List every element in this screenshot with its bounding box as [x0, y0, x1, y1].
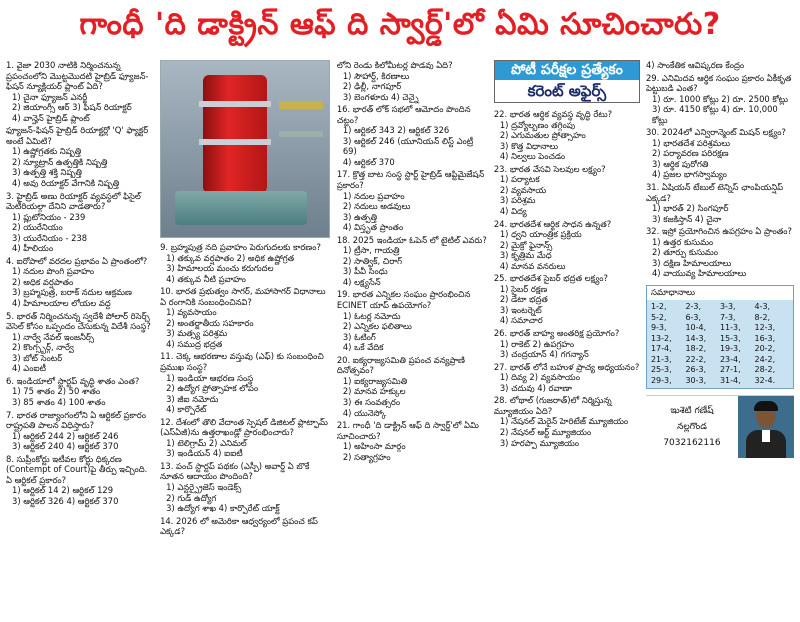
column-2-questions	[160, 242, 331, 539]
avatar-hair	[754, 401, 778, 411]
question-option: 4) ప్రజల భాగస్వామ్యం	[651, 169, 727, 180]
question-stem: 19. భారత ఎన్నికల సంఘం ప్రారంభించిన ECINET యాప్ ఉపయోగం?	[336, 289, 471, 311]
question-stem: 21. గాంధీ 'ది డాక్ట్రిన్ ఆఫ్ ది స్వార్డ్'లో ఏమి సూచించారు?	[336, 420, 479, 441]
question-stem: 8. సుప్రీంకోర్టు ఇటీవల కోర్టు ధిక్కరణ (Contempt of Court)పై తీర్పు ఇచ్చింది. ఏ ఆర్టికల్ ప్రకారం?	[6, 453, 148, 485]
answer-item: 19-3,	[719, 344, 741, 354]
question-item	[337, 355, 488, 418]
question-option: 3) ఉత్పత్తి	[342, 211, 378, 222]
question-option: 3) ఇండియన్ 4) ఐఐటీ	[166, 448, 243, 459]
question-stem: 27. భారత్ లోనే బహుళ ప్రాచ్య అధ్యయనం?	[493, 361, 640, 372]
question-option: 3) కృత్రిమ మేధ	[499, 250, 552, 261]
question-stem: 25. భారతదేశ సైబర్ భద్రత లక్ష్యం?	[493, 273, 608, 284]
answer-item: 23-4,	[719, 354, 741, 364]
question-option: 1) పర్యాటక	[499, 174, 540, 185]
question-option: 1) టెలిగ్రామ్ 2) ఎనిమల్	[166, 437, 247, 448]
question-item	[6, 410, 154, 452]
question-option: 3) ఆర్టికల్ 326 4) ఆర్టికల్ 370	[12, 495, 119, 506]
question-option: 1) నేషనల్ మెరైన్ హెరిటేజ్ మ్యూజియం	[499, 416, 629, 427]
question-option: 1) ఉష్ణోగ్రతకు నిష్పత్తి	[12, 146, 82, 157]
question-item	[160, 461, 331, 514]
banner-line-1: పోటీ పరీక్షల ప్రత్యేకం	[495, 61, 639, 80]
column-1	[6, 60, 154, 618]
pipe	[279, 101, 323, 109]
section-banner	[494, 60, 640, 103]
question-option: 1) రూ. 1000 కోట్లు 2) రూ. 2500 కోట్లు	[651, 93, 788, 104]
question-option: 1) దివ్య 2) వ్యవసాయం	[499, 372, 580, 383]
question-stem: 29. ఎనిమిదవ ఆర్థిక సంఘం ప్రకారం ఏకీకృత పెట్టుబడి ఎంత?	[645, 72, 792, 94]
question-item	[6, 60, 154, 123]
answers-grid	[647, 300, 793, 388]
question-option: 2) తూర్పు కుసుమం	[651, 247, 719, 258]
answer-item: 20-2,	[754, 344, 776, 354]
answer-item: 31-4,	[719, 375, 741, 385]
answer-item: 28-2,	[754, 365, 776, 375]
question-option: 3) చదువు 4) రవాణా	[499, 382, 573, 393]
question-option: 3) పరిశ్రమ	[499, 195, 536, 206]
question-stem: 26. భారత్ బాహ్య అంతరిక్ష ప్రయోగం?	[493, 328, 620, 339]
question-stem: 10. భారత ప్రభుత్వం సాగర్, మహాసాగర్ విధానాలు ఏ రంగానికి సంబంధించినవి?	[160, 286, 326, 307]
banner-line-2: కరెంట్ అఫైర్స్	[527, 81, 607, 100]
question-option: 2) అధిక వర్షపాతం	[12, 276, 74, 287]
question-item	[337, 289, 488, 352]
question-option: 1) ఉత్తర కుసుమం	[651, 236, 714, 247]
question-option: 4) ఒకే వేదిక	[342, 342, 384, 353]
question-stem: 5. భారత్ నిర్మించనున్న స్వదేశీ పోలార్ రిసెర్చ్ వెసెల్ కోసం ఒప్పందం చేసుకున్న విదేశీ సంస్థ?	[6, 310, 151, 332]
question-option: 1) భారత్ 2) సింగపూర్	[651, 203, 729, 214]
question-stem: 31. ఏషియన్ టేబుల్ టెన్నిస్ ఛాంపియన్షిప్ ఎక్కడ?	[645, 182, 784, 203]
question-stem: 32. ఇస్రో ప్రయోగించిన ఉపగ్రహం ఏ ప్రాంతం?	[645, 226, 792, 237]
question-option: 1) ఓటర్ల నమోదు	[342, 310, 401, 321]
question-option: 4) యునెస్కో	[342, 407, 387, 418]
question-option: 1) భారతదేశ పరిశ్రమలు	[651, 137, 731, 148]
question-stem: 22. భారత ఆర్థిక వ్యవస్థ వృద్ధి రేటు?	[493, 109, 613, 120]
answer-item: 5-2,	[650, 312, 667, 322]
question-stem: 14. 2026 లో అమెరికా ఆధ్వర్యంలో ప్రపంచ కప్ ఎక్కడ?	[160, 515, 318, 537]
question-option: 2) వ్యవసాయ	[499, 184, 547, 195]
answer-item: 8-2,	[754, 312, 771, 322]
question-item	[494, 395, 640, 448]
question-item	[160, 417, 331, 459]
question-option: 1) ఆర్టికల్ 14 2) ఆర్టికల్ 129	[12, 485, 114, 496]
question-stem: 11. చెక్క ఆభరణాల వస్తువు (ఎఫ్) కు సంబంధించి ప్రముఖ సంస్థ?	[160, 351, 324, 373]
question-item	[494, 164, 640, 217]
question-option: 1) ప్లుటోనియం - 239	[12, 211, 86, 222]
question-option: 4) అవు రియాక్టర్ వేగానికి నిష్పత్తి	[12, 178, 120, 189]
question-option: 2) యురేనియం	[12, 222, 63, 233]
question-stem: 4) సాంకేతిక ఆవిష్కరణ కేంద్రం	[645, 60, 745, 70]
answer-item: 26-3,	[685, 365, 707, 375]
answer-item: 3-3,	[719, 302, 736, 312]
question-option: 3) బోట్ సెంటర్	[12, 352, 63, 363]
question-option: 4) ఎంఐటీ	[12, 363, 47, 374]
question-option: 1) ఎన్టర్ప్రైజెస్ ఇండెక్స్	[166, 482, 242, 493]
answer-item: 15-3,	[719, 333, 741, 343]
answer-item: 30-3,	[685, 375, 707, 385]
column-3	[337, 60, 488, 618]
question-item	[6, 376, 154, 408]
question-item	[494, 273, 640, 326]
author-photo	[738, 396, 794, 458]
question-option: 4) తక్కువ నీటి ప్రవాహం	[166, 273, 246, 284]
question-option: 1) చైనా ఫ్యూజన్ ఎనర్జీ	[12, 91, 88, 102]
question-option: 1) సైబర్ రక్షణ	[499, 283, 548, 294]
question-option: 2) మానవ హక్కుల	[342, 386, 406, 397]
pipe	[279, 131, 323, 137]
question-option: 3) హరప్పా మ్యూజియం	[499, 437, 580, 448]
question-item	[337, 104, 488, 167]
question-option: 3) రూ. 4150 కోట్లు 4) రూ. 10,000 కోట్లు	[651, 104, 778, 125]
question-item	[646, 73, 794, 126]
content-columns	[6, 60, 794, 618]
vessel-band	[199, 101, 271, 107]
question-item	[494, 362, 640, 394]
question-stem: 24. భారతదేశ ఆర్థిక సాధన ఉన్నత?	[493, 218, 612, 229]
question-item	[337, 169, 488, 232]
question-item	[646, 226, 794, 279]
question-item	[6, 191, 154, 254]
question-item	[337, 235, 488, 288]
question-option: 4) వాన్హెన్ హైబ్రిడ్ ప్లాంట్	[12, 112, 90, 123]
reactor-photo	[160, 60, 330, 238]
question-option: 3) 85 శాతం 4) 100 శాతం	[12, 396, 106, 407]
answer-item: 16-3,	[754, 333, 776, 343]
question-option: 1) ట్రీసా, గాయత్రి	[342, 245, 400, 256]
answer-item: 25-3,	[650, 365, 672, 375]
question-option: 3) కొత్త విధానాలు	[499, 140, 559, 151]
red-reactor-vessel	[203, 75, 267, 193]
author-name: ఇుశెటి గణేష్	[670, 406, 714, 417]
question-option: 4) సమాచార	[499, 315, 543, 326]
question-option: 2) నదులు అడవులు	[342, 201, 411, 212]
question-option: 4) విస్తృత ప్రాంతం	[342, 222, 404, 233]
question-option: 3) దక్షిణ హిమాలయాలు	[651, 257, 732, 268]
question-option: 3) ఆర్టికల్ 240 4) ఆర్టికల్ 370	[12, 441, 119, 452]
question-stem: 23. భారత వేసవి సెలవుల లక్ష్యం?	[493, 163, 606, 174]
question-option: 2) నేషనల్ ఆర్ట్ మ్యూజియం	[499, 426, 592, 437]
question-stem: 7. భారత రాజ్యాంగంలోని ఏ ఆర్టికల్ ప్రకారం రాష్ట్రపతి పాలన విధిస్తారు?	[6, 409, 147, 431]
answer-item: 32-4.	[754, 375, 776, 385]
reactor-base	[175, 191, 307, 225]
question-option: 3) ఉద్యోగ శాఖ 4) కార్పొరేట్ యాక్ట్	[166, 503, 280, 514]
question-item	[646, 127, 794, 180]
question-item	[494, 328, 640, 360]
question-option: 1) ధ్వని యాంత్రిక ప్రక్రియ	[499, 229, 582, 240]
question-stem: 3. హైబ్రిడ్ అణు రియాక్టర్ వ్యవస్థలో ఫిసైల్ మెటీరియల్గా దేనిని వాడతారు?	[6, 190, 141, 212]
question-option: 2) కొంగ్స్బర్గ్, నార్వే	[12, 342, 74, 353]
question-option: 2) డేటా భద్రత	[499, 294, 548, 305]
answer-item: 18-2,	[685, 344, 707, 354]
question-option: 4) నిల్వలు పెంచడం	[499, 151, 566, 162]
answers-title: సమాధానాలు	[647, 286, 793, 301]
answer-item: 1-2,	[650, 302, 667, 312]
answer-item: 24-2,	[754, 354, 776, 364]
column-4	[494, 60, 640, 618]
author-text	[646, 403, 738, 451]
question-option: 2) న్యూట్రాన్ ఉత్పత్తికి నిష్పత్తి	[12, 156, 108, 167]
question-stem: ఫ్యూజన్-ఫిషన్ హైబ్రిడ్ రియాక్టర్లో 'Q' ఫ్యాక్టర్ అంటే ఏమిటి?	[6, 125, 149, 146]
question-option: 4) వాయువ్య హిమాలయాలు	[651, 268, 747, 279]
column-5-questions	[646, 60, 794, 281]
question-option: 4) కార్పొరేట్	[166, 404, 207, 415]
question-option: 1) సౌహార్ద్, కిరణాలు	[342, 70, 410, 81]
question-option: 3) బెంగళూరు 4) చెన్నై	[342, 91, 419, 102]
question-item	[6, 125, 154, 188]
question-option: 2) ఎగుమతుల ప్రోత్సాహం	[499, 130, 586, 141]
question-option: 1) తక్కువ వర్షపాతం 2) అధిక ఉష్ణోగ్రత	[166, 252, 295, 263]
question-option: 4) ఆర్టికల్ 370	[342, 156, 395, 167]
author-box	[646, 395, 794, 458]
question-option: 3) ఇంటర్నెట్	[499, 304, 542, 315]
question-stem: 4. ఐరోపాలో వరదల ప్రభావం ఏ ప్రాంతంలో?	[6, 255, 148, 266]
vessel-band	[199, 139, 271, 145]
question-option: 1) ఐక్యరాజ్యసమితి	[342, 375, 408, 386]
answer-item: 17-4,	[650, 344, 672, 354]
question-option: 3) ఆర్టికల్ 246 (యూనియన్ లిస్ట్ ఎంట్రీ 69)	[342, 135, 474, 157]
question-option: 4) మానవ వనరులు	[499, 260, 566, 271]
page-headline: గాంధీ 'ది డాక్ట్రిన్ ఆఫ్ ది స్వార్డ్'లో ఏమి సూచించారు?	[79, 7, 721, 42]
question-option: 1) వ్యవసాయం	[166, 307, 217, 318]
answer-item: 6-3,	[685, 312, 702, 322]
question-option: 3) మత్స్య పరిశ్రమ	[166, 328, 228, 339]
question-option: 2) ఉద్యోగ ప్రోత్సాహక లోపం	[166, 383, 259, 394]
question-option: 2) అంతర్జాతీయ సహకారం	[166, 317, 254, 328]
question-option: 2) ఎన్నికల ఫలితాలు	[342, 321, 412, 332]
question-item	[494, 219, 640, 272]
question-stem: 16. భారత్ లోక్ సభలో ఆమోదం పొందిన చట్టం?	[336, 104, 471, 125]
answer-item: 4-3,	[754, 302, 771, 312]
question-stem: 12. దేశంలో తొలి వేదాంత స్పెషల్ డిజిటల్ ప్లాట్ఫామ్ (ఎస్ఏజీ)ను ఉత్తరాఖండ్లో ప్రారంభించారు?	[160, 416, 328, 438]
question-option: 1) రాకెట్ 2) ఉపగ్రహం	[499, 338, 575, 349]
question-option: 2) గుడ్ ఉద్యోగ	[166, 492, 217, 503]
answer-item: 22-2,	[685, 354, 707, 364]
question-stem: 13. పంచ్ స్టార్టప్ పథకం (ఎస్పీ) అవార్డ్ ఏ బొకే నూతన ఆదాయం పొందింది?	[160, 460, 310, 482]
question-option: 1) 75 శాతం 2) 50 శాతం	[12, 386, 101, 397]
question-stem: 6. ఇండియాలో స్టార్టప్ వృద్ధి శాతం ఎంత?	[6, 375, 140, 386]
question-option: 2) ఢిల్లీ, నాగపూర్	[342, 81, 402, 92]
column-4-questions	[494, 109, 640, 450]
answer-item: 2-3,	[685, 302, 702, 312]
question-option: 2) జియాంగ్సీ ఆర్ 3) ఫిషన్ రియాక్టర్	[12, 102, 132, 113]
question-option: 4) సముద్ర భద్రత	[166, 338, 223, 349]
question-option: 1) ఆర్టికల్ 343 2) ఆర్టికల్ 326	[342, 125, 450, 136]
avatar-collar	[762, 430, 770, 442]
answer-item: 7-3,	[719, 312, 736, 322]
question-option: 1) ద్రవ్యోల్బణం తగ్గింపు	[499, 119, 576, 130]
question-option: 2) మైక్రో ఫైనాన్స్	[499, 239, 553, 250]
question-option: 3) పీవీ సింధు	[342, 266, 388, 277]
author-place: నల్లగొండ	[677, 422, 707, 433]
answers-box	[646, 285, 794, 390]
question-option: 3) ఓటింగ్	[342, 331, 376, 342]
question-option: 1) ఆర్టికల్ 244 2) ఆర్టికల్ 246	[12, 430, 119, 441]
question-option: 4) విద్య	[499, 206, 527, 217]
question-stem: 1. వైజా 2030 నాటికి నిర్మించనున్న ప్రపంచంలోని మొట్టమొదటి హైబ్రిడ్ ఫ్యూజన్-ఫిషన్ న్యూక్లియర్ ప్లాంట్ ఏది?	[6, 60, 149, 92]
question-item	[6, 311, 154, 374]
question-option: 3) బ్రహ్మపుత్ర, బరాక్ నదుల ఆక్రమణ	[12, 287, 132, 298]
question-item	[646, 60, 794, 71]
question-item	[337, 60, 488, 102]
question-option: 2) పర్యావరణ పరిరక్షణ	[651, 148, 729, 159]
answer-item: 12-3,	[754, 323, 776, 333]
column-2	[160, 60, 331, 618]
author-phone: 7032162116	[663, 438, 721, 449]
question-option: 4) లక్ష్యసేన్	[342, 276, 381, 287]
question-item	[6, 454, 154, 507]
column-5	[646, 60, 794, 618]
answer-item: 11-3,	[719, 323, 741, 333]
question-option: 1) నదుల ప్రవాహం	[342, 190, 405, 201]
question-item	[494, 109, 640, 162]
question-item	[160, 351, 331, 414]
question-item	[646, 182, 794, 224]
question-option: 4) హిమాలయాల లోయల వద్ద	[12, 298, 111, 309]
question-stem: 28. లోథాల్ (గుజరాత్)లో నిర్మిస్తున్న మ్యూజియం ఏది?	[493, 395, 612, 416]
question-option: 3) యురేనియం - 238	[12, 232, 88, 243]
answer-item: 27-1,	[719, 365, 741, 375]
answer-item: 13-2,	[650, 333, 672, 343]
answer-item: 9-3,	[650, 323, 667, 333]
question-option: 3) ఉత్పత్తి శక్తి నిష్పత్తి	[12, 167, 82, 178]
question-option: 1) నార్వే నేవల్ ఇంజనీర్స్	[12, 331, 95, 342]
question-option: 2) సాత్విక్, చిరాగ్	[342, 255, 402, 266]
question-option: 2) సత్యాగ్రహం	[342, 451, 391, 462]
question-option: 4) హీలియం	[12, 243, 54, 254]
question-item	[337, 420, 488, 462]
question-item	[160, 516, 331, 537]
question-option: 1) నదుల పొంగి ప్రవాహం	[12, 266, 95, 277]
question-item	[160, 286, 331, 349]
question-option: 3) ఈ సంవత్సరం	[342, 396, 401, 407]
question-stem: 9. బ్రహ్మపుత్ర నది ప్రవాహం పెరుగుదలకు కారణం?	[160, 242, 321, 252]
answer-item: 21-3,	[650, 354, 672, 364]
answer-item: 14-3,	[685, 333, 707, 343]
question-option: 3) కజకిస్తాన్ 4) చైనా	[651, 213, 722, 224]
question-stem: లోని రెండు కిలోమీటర్ల పొడవు ఏది?	[336, 60, 453, 70]
answer-item: 10-4,	[685, 323, 707, 333]
question-stem: 18. 2025 ఇండియా ఓపెన్ లో టైటిల్ ఎవరు?	[336, 234, 487, 245]
question-stem: 30. 2024లో ఎన్విరాన్మెంట్ మిషన్ లక్ష్యం?	[645, 127, 786, 138]
question-option: 3) జీఐ నమోదు	[166, 393, 219, 404]
question-option: 1) అహింసా మార్గం	[342, 441, 406, 452]
question-option: 1) ఇండియా ఆభరణ సంస్థ	[166, 372, 254, 383]
question-item	[160, 242, 331, 284]
question-option: 3) హిమాలయ మంచు కరుగుదల	[166, 263, 274, 274]
question-item	[6, 256, 154, 309]
answer-item: 29-3,	[650, 375, 672, 385]
question-option: 3) చంద్రయాన్ 4) గగన్యాన్	[499, 349, 589, 360]
question-stem: 17. క్రొత్త బాట సంస్థ స్టార్ట్ హైబ్రిడ్ ఆప్టిమైజేషన్ ప్రకారం?	[336, 169, 485, 191]
question-option: 3) ఆర్థిక పురోగతి	[651, 158, 709, 169]
question-stem: 20. ఐక్యరాజ్యసమితి ప్రపంచ వన్యప్రాణి దినోత్సవం?	[336, 354, 465, 376]
